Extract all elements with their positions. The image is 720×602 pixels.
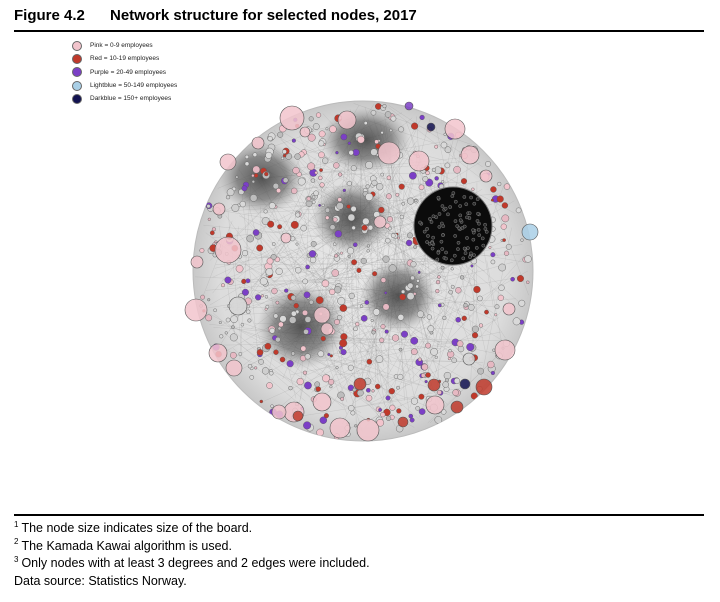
legend-label-lightblue: Lightblue = 50-149 employees	[90, 82, 178, 90]
footnote-1	[14, 520, 704, 538]
cluster-upper-left	[220, 142, 304, 214]
figure-title: Network structure for selected nodes, 2017	[110, 7, 417, 24]
cluster-large-darkblue	[414, 187, 492, 265]
footnotes	[14, 514, 704, 590]
footnote-3-text: Only nodes with at least 3 degrees and 2 edges were included.	[21, 556, 370, 570]
legend-label-purple: Purple = 20-49 employees	[90, 68, 167, 76]
footnote-2-marker: 2	[14, 537, 19, 547]
legend-label-pink: Pink = 0-9 employees	[90, 42, 153, 50]
footnote-2-text: The Kamada Kawai algorithm is used.	[21, 538, 232, 553]
footnote-2	[14, 538, 704, 556]
footnote-3-marker: 3	[14, 554, 19, 564]
data-source: Data source: Statistics Norway.	[14, 573, 187, 588]
legend-label-red: Red = 10-19 employees	[90, 55, 160, 63]
figure-number: Figure 4.2	[14, 7, 85, 24]
legend-label-darkblue: Darkblue = 150+ employees	[90, 95, 172, 103]
cluster-top	[320, 108, 410, 172]
footnote-1-text: The node size indicates size of the board.	[21, 521, 253, 535]
footnote-1-marker: 1	[14, 519, 19, 529]
footnote-3	[14, 555, 704, 573]
